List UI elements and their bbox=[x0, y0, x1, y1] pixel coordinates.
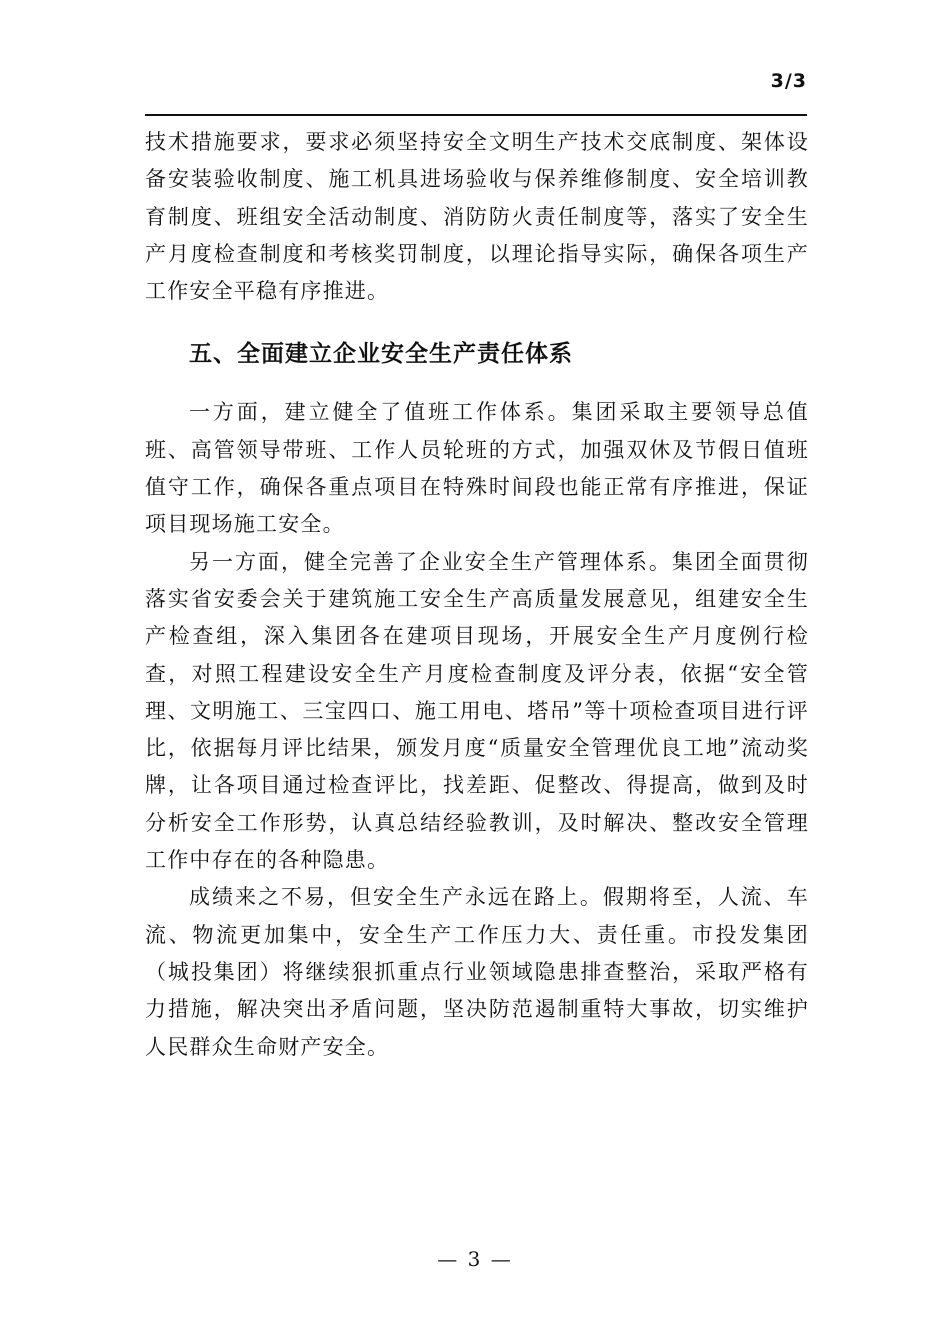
page-counter: 3/3 bbox=[770, 70, 807, 92]
paragraph-management-system: 另一方面，健全完善了企业安全生产管理体系。集团全面贯彻落实省安委会关于建筑施工安全生产高质量发展意见，组建安全生产检查组，深入集团各在建项目现场，开展安全生产月度例行检查，对照工程建设安全生产月度检查制度及评分表，依据“安全管理、文明施工、三宝四口、施工用电、塔吊”等十项检查项目进行评比，依据每月评比结果，颁发月度“质量安全管理优良工地”流动奖牌，让各项目通过检查评比，找差距、促整改、得提高，做到及时分析安全工作形势，认真总结经验教训，及时解决、整改安全管理工作中存在的各种隐患。 bbox=[145, 549, 809, 873]
header-divider bbox=[145, 114, 807, 116]
paragraph-conclusion: 成绩来之不易，但安全生产永远在路上。假期将至，人流、车流、物流更加集中，安全生产工作压力大、责任重。市投发集团（城投集团）将继续狠抓重点行业领域隐患排查整治，采取严格有力措施，解决突出矛盾问题，坚决防范遏制重特大事故，切实维护人民群众生命财产安全。 bbox=[145, 885, 809, 1059]
document-body bbox=[145, 124, 809, 1066]
paragraph-duty-system: 一方面，建立健全了值班工作体系。集团采取主要领导总值班、高管领导带班、工作人员轮班的方式，加强双休及节假日值班值守工作，确保各重点项目在特殊时间段也能正常有序推进，保证项目现场施工安全。 bbox=[145, 400, 809, 537]
continued-paragraph: 技术措施要求，要求必须坚持安全文明生产技术交底制度、架体设备安装验收制度、施工机具进场验收与保养维修制度、安全培训教育制度、班组安全活动制度、消防防火责任制度等，落实了安全生产月度检查制度和考核奖罚制度，以理论指导实际，确保各项生产工作安全平稳有序推进。 bbox=[145, 130, 809, 304]
footer-page-number: — 3 — bbox=[437, 1247, 513, 1271]
section-heading: 五、全面建立企业安全生产责任体系 bbox=[189, 341, 573, 368]
